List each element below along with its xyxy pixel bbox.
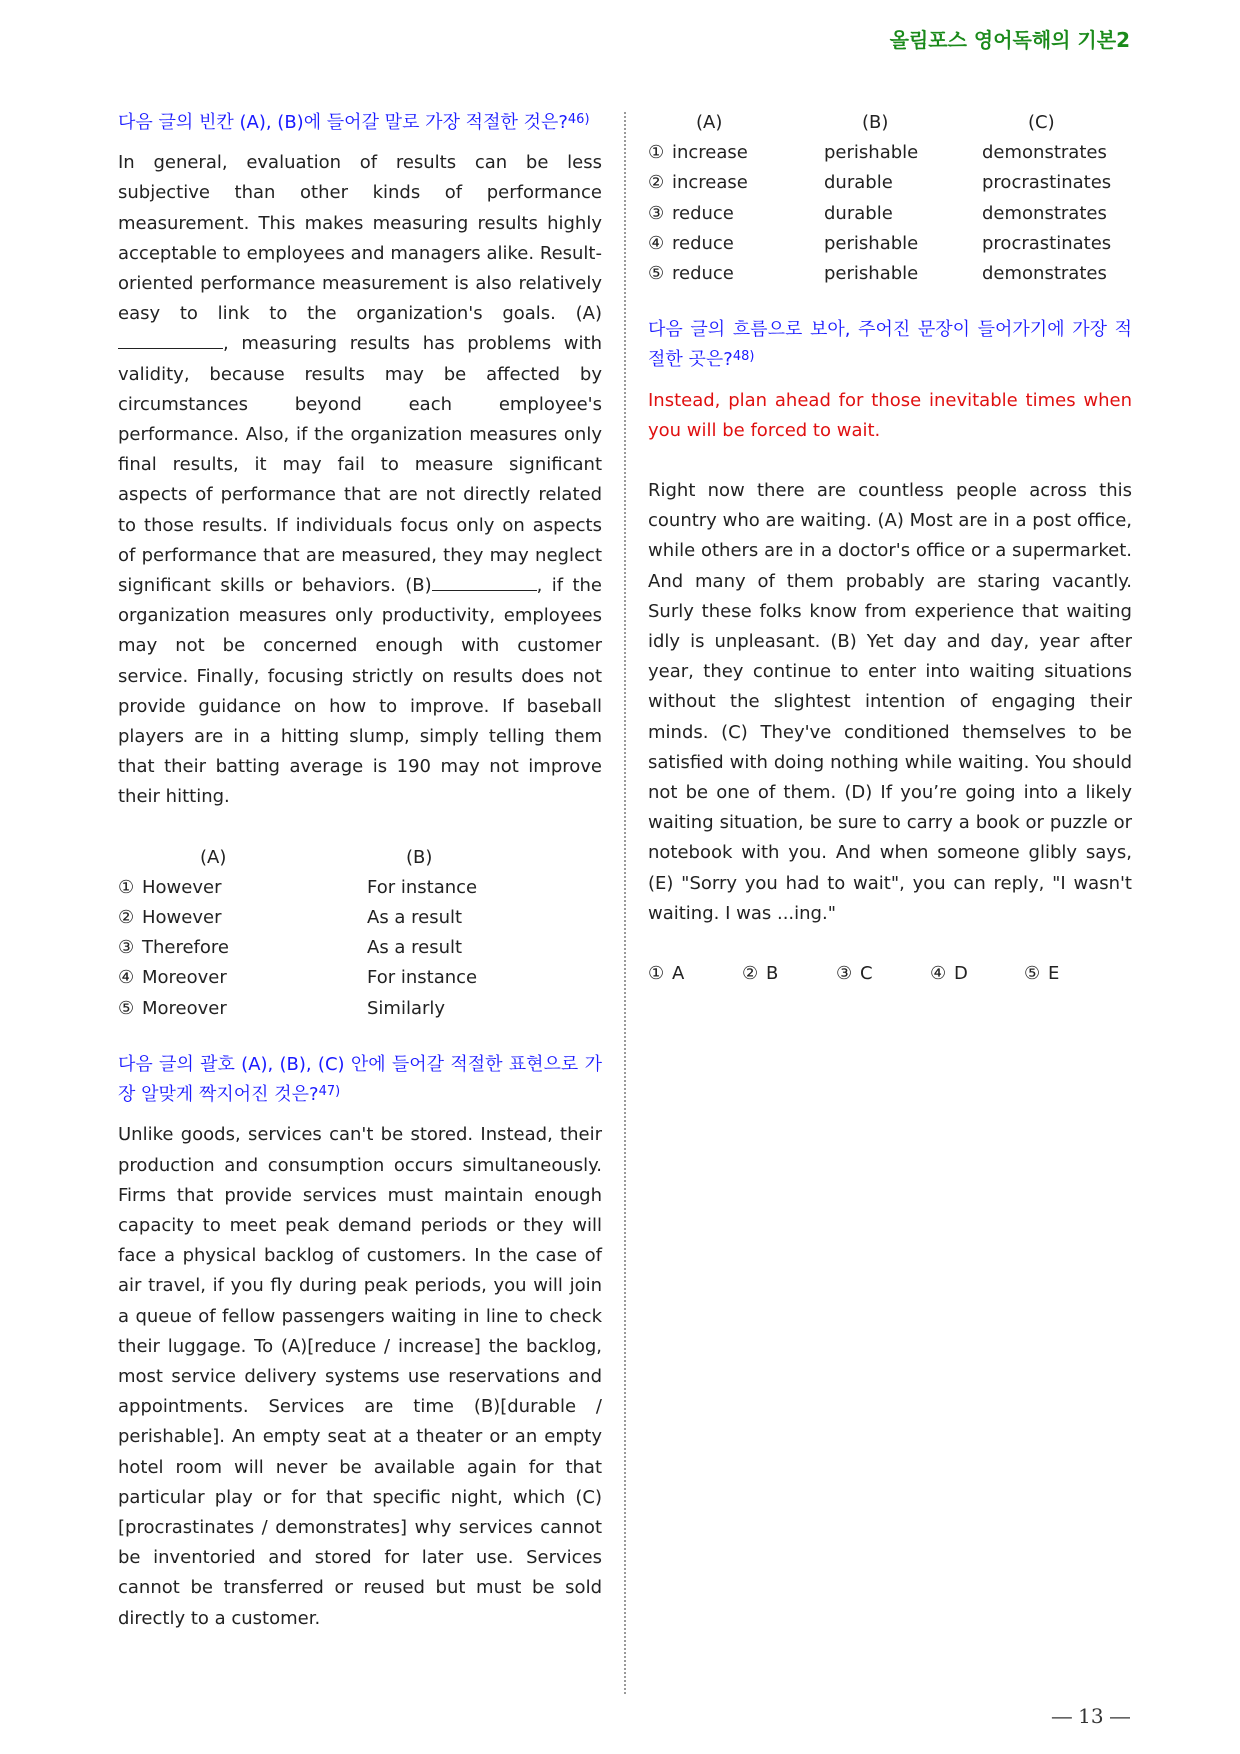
q46-option[interactable]	[118, 994, 602, 1024]
option-b-text: For instance	[367, 967, 478, 989]
page-number: ― 13 ―	[1051, 1704, 1130, 1728]
q46-question-text: 다음 글의 빈칸 (A), (B)에 들어갈 말로 가장 적절한 것은?	[118, 112, 568, 133]
q47-question	[118, 1050, 602, 1110]
header-title: 올림포스 영어독해의 기본2	[889, 28, 1130, 52]
choice-number: ②	[648, 172, 665, 194]
q47-header-c: (C)	[1028, 112, 1055, 133]
q46-blank-b	[432, 572, 537, 591]
option-a-text: However	[142, 876, 222, 898]
q48-option[interactable]	[742, 959, 836, 989]
choice-number: ①	[648, 142, 665, 164]
q47-header-b: (B)	[862, 112, 889, 133]
q47-header-a: (A)	[696, 112, 723, 133]
q47-option-a	[648, 259, 824, 289]
q46-option-a	[118, 963, 367, 993]
option-label: C	[860, 963, 873, 985]
option-a-text: Therefore	[142, 937, 229, 959]
q46-option-a	[118, 903, 367, 933]
q46-choices	[118, 843, 602, 1024]
option-b-text: As a result	[367, 937, 463, 959]
choice-number: ②	[118, 907, 135, 929]
option-a-text: Moreover	[142, 997, 227, 1019]
option-c-text: demonstrates	[982, 202, 1107, 224]
choice-number: ⑤	[648, 263, 665, 285]
q46-passage-part3: , if the organization measures only productivity, employees may not be concerned enough with customer service. Finally, focusing strictly on results does not provide guidance on how to improve. If baseball players are in a hitting slump, simply telling them that their batting average is 190 may not improve their hitting.	[118, 575, 602, 808]
right-column	[648, 108, 1132, 989]
q48-choices	[648, 959, 1132, 989]
q46-question	[118, 108, 602, 138]
q48-option[interactable]	[930, 959, 1024, 989]
q46-choices-header	[118, 843, 602, 873]
q47-passage: Unlike goods, services can't be stored. Instead, their production and consumption occurs simultaneously. Firms that provide services must maintain enough capacity to meet peak demand periods or they will face a physical backlog of customers. In the case of air travel, if you fly during peak periods, you will join a queue of fellow passengers waiting in line to check their luggage. To (A)[reduce / increase] the backlog, most service delivery systems use reservations and appointments. Services are time (B)[durable / perishable]. An empty seat at a theater or an empty hotel room will never be available again for that particular play or for that specific night, which (C)[procrastinates / demonstrates] why services cannot be inventoried and stored for later use. Services cannot be transferred or reused but must be sold directly to a customer.	[118, 1124, 602, 1629]
q46-option-a	[118, 933, 367, 963]
q46-option[interactable]	[118, 903, 602, 933]
q48-option[interactable]	[648, 959, 742, 989]
q46-option[interactable]	[118, 873, 602, 903]
option-b-text: perishable	[824, 263, 919, 285]
choice-number: ①	[648, 963, 665, 985]
choice-number: ④	[118, 967, 135, 989]
choice-number: ③	[836, 963, 853, 985]
option-b-text: durable	[824, 172, 893, 194]
q46-header-a: (A)	[200, 846, 227, 868]
q47-option[interactable]	[648, 199, 1132, 229]
option-b-text: durable	[824, 202, 893, 224]
option-b-text: For instance	[367, 876, 478, 898]
choice-number: ④	[648, 232, 665, 254]
option-a-text: increase	[672, 172, 748, 194]
q47-number: 47)	[318, 1084, 341, 1100]
choice-number: ④	[930, 963, 947, 985]
q48-given-sentence: Instead, plan ahead for those inevitable times when you will be forced to wait.	[648, 389, 1132, 441]
option-b-text: perishable	[824, 142, 919, 164]
choice-number: ③	[648, 202, 665, 224]
q47-option[interactable]	[648, 138, 1132, 168]
option-label: B	[766, 963, 779, 985]
q47-option-a	[648, 138, 824, 168]
q48-option[interactable]	[1024, 959, 1118, 989]
q46-passage-part1: In general, evaluation of results can be less subjective than other kinds of performance measurement. This makes measuring results highly acceptable to employees and managers alike. Result-oriented performance measurement is also relatively easy to link to the organization's goals. (A)	[118, 152, 602, 325]
q47-option[interactable]	[648, 259, 1132, 289]
option-label: E	[1048, 963, 1060, 985]
column-divider	[624, 112, 626, 1694]
option-label: A	[672, 963, 685, 985]
q46-blank-a	[118, 330, 223, 349]
q47-choices	[648, 108, 1132, 289]
option-a-text: reduce	[672, 263, 734, 285]
q48-option[interactable]	[836, 959, 930, 989]
q48-question	[648, 315, 1132, 375]
q47-option-a	[648, 199, 824, 229]
q47-option[interactable]	[648, 229, 1132, 259]
q47-choices-header	[648, 108, 1132, 138]
q48-question-text: 다음 글의 흐름으로 보아, 주어진 문장이 들어가기에 가장 적절한 곳은?	[648, 319, 1132, 371]
option-c-text: procrastinates	[982, 172, 1112, 194]
q47-option-a	[648, 229, 824, 259]
choice-number: ⑤	[1024, 963, 1041, 985]
choice-number: ③	[118, 937, 135, 959]
choice-number: ②	[742, 963, 759, 985]
q47-option[interactable]	[648, 168, 1132, 198]
q46-header-b: (B)	[406, 846, 433, 868]
q46-option[interactable]	[118, 933, 602, 963]
option-c-text: demonstrates	[982, 142, 1107, 164]
option-b-text: Similarly	[367, 997, 446, 1019]
q46-option[interactable]	[118, 963, 602, 993]
choice-number: ①	[118, 876, 135, 898]
option-a-text: Moreover	[142, 967, 227, 989]
q46-passage	[118, 148, 602, 812]
option-c-text: procrastinates	[982, 232, 1112, 254]
option-c-text: demonstrates	[982, 263, 1107, 285]
option-a-text: However	[142, 907, 222, 929]
option-b-text: As a result	[367, 907, 463, 929]
option-a-text: increase	[672, 142, 748, 164]
option-b-text: perishable	[824, 232, 919, 254]
q47-question-text: 다음 글의 괄호 (A), (B), (C) 안에 들어갈 적절한 표현으로 가장 알맞게 짝지어진 것은?	[118, 1053, 602, 1106]
q47-option-a	[648, 168, 824, 198]
q46-option-a	[118, 994, 367, 1024]
option-a-text: reduce	[672, 232, 734, 254]
left-column	[118, 108, 602, 1634]
q46-number: 46)	[567, 112, 590, 127]
option-a-text: reduce	[672, 202, 734, 224]
q48-passage: Right now there are countless people across this country who are waiting. (A) Most are in a post office, while others are in a doctor's office or a supermarket. And many of them probably are staring vacantly. Surly these folks know from experience that waiting idly is unpleasant. (B) Yet day and day, year after year, they continue to enter into waiting situations without the slightest intention of engaging their minds. (C) They've conditioned themselves to be satisfied with doing nothing while waiting. You should not be one of them. (D) If you’re going into a likely waiting situation, be sure to carry a book or puzzle or notebook with you. And when someone glibly says, (E) "Sorry you had to wait", you can reply, "I wasn't waiting. I was ...ing."	[648, 480, 1132, 924]
q46-option-a	[118, 873, 367, 903]
option-label: D	[954, 963, 968, 985]
choice-number: ⑤	[118, 997, 135, 1019]
q46-passage-part2: , measuring results has problems with validity, because results may be affected by circumstances beyond each employee's performance. Also, if the organization measures only final results, it may fail to measure significant aspects of performance that are not directly related to those results. If individuals focus only on aspects of performance that are measured, they may neglect significant skills or behaviors. (B)	[118, 333, 602, 597]
q48-number: 48)	[732, 349, 755, 365]
